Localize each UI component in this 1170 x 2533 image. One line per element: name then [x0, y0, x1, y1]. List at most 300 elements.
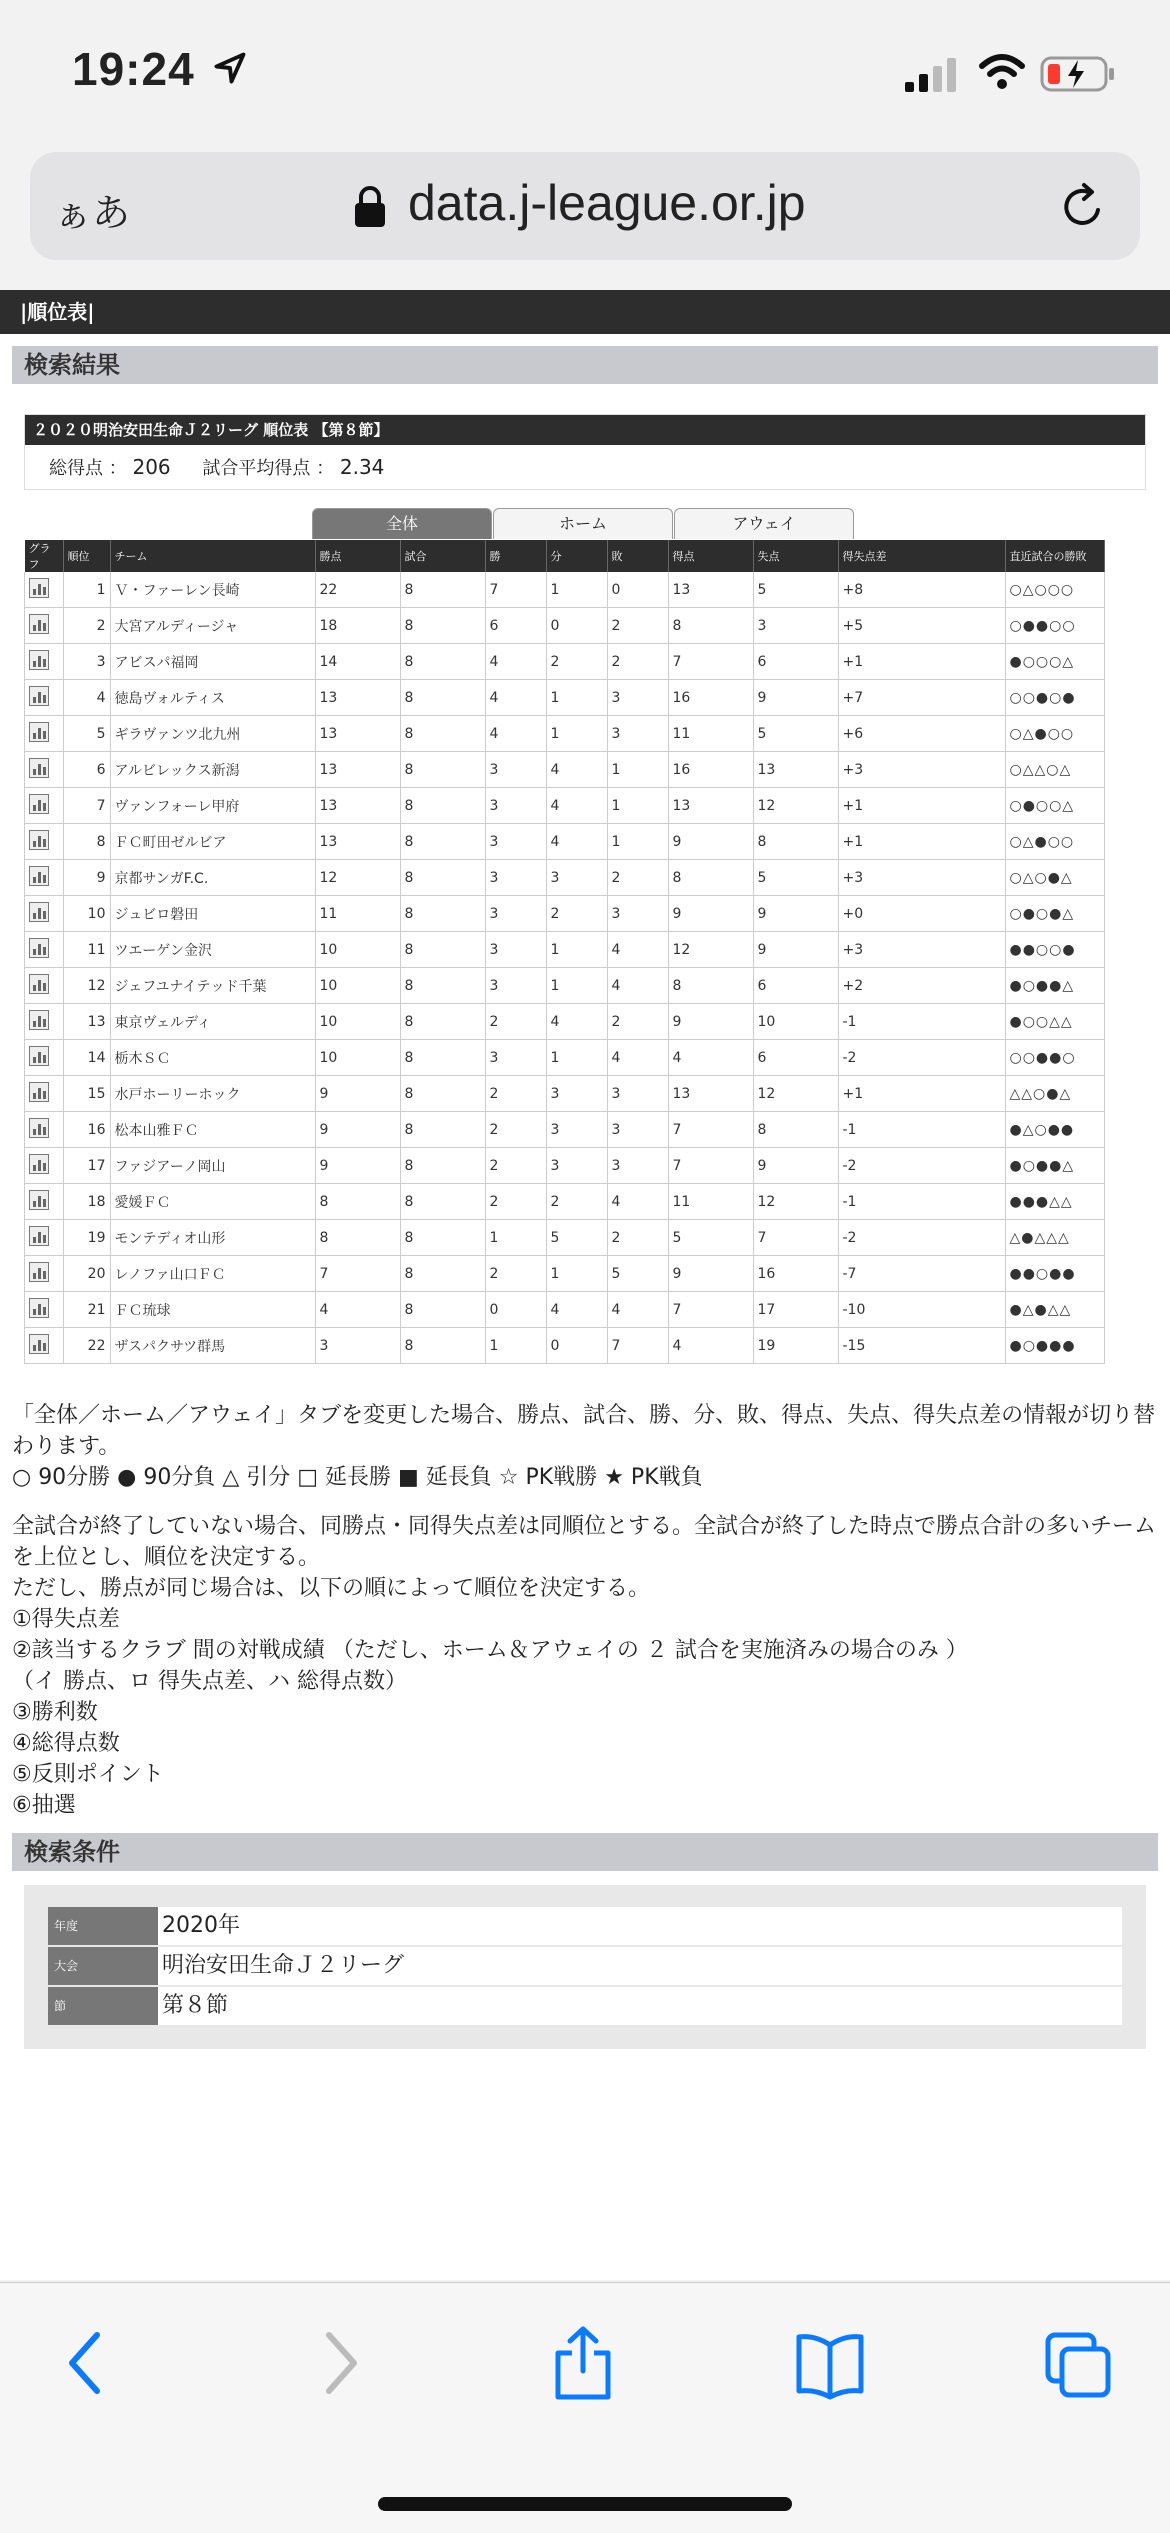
goal-diff-cell: +3: [838, 932, 1005, 968]
played-cell: 8: [400, 752, 485, 788]
wins-cell: 2: [485, 1184, 546, 1220]
graph-cell[interactable]: [25, 1220, 64, 1256]
ranking-rules: [0, 1511, 1170, 1821]
team-name-cell[interactable]: ジェフユナイテッド千葉: [110, 968, 315, 1004]
browser-toolbar: [0, 2282, 1170, 2533]
points-cell: 13: [315, 680, 400, 716]
graph-cell[interactable]: [25, 1112, 64, 1148]
draws-cell: 1: [546, 1256, 607, 1292]
wins-cell: 1: [485, 1328, 546, 1364]
rank-cell: 9: [63, 860, 110, 896]
goals-against-cell: 16: [753, 1256, 838, 1292]
goal-diff-cell: -10: [838, 1292, 1005, 1328]
goal-diff-cell: +1: [838, 644, 1005, 680]
goals-for-cell: 9: [668, 896, 753, 932]
played-cell: 8: [400, 788, 485, 824]
rule-line: ②該当するクラブ 間の対戦成績 （ただし、ホーム＆アウェイの ２ 試合を実施済みの場合のみ ）: [12, 1638, 968, 1663]
played-cell: 8: [400, 1076, 485, 1112]
draws-cell: 2: [546, 896, 607, 932]
draws-cell: 1: [546, 716, 607, 752]
header-cell: 得点: [668, 540, 753, 572]
table-row[interactable]: [25, 896, 1105, 932]
goals-against-cell: 5: [753, 572, 838, 608]
goals-for-cell: 13: [668, 788, 753, 824]
team-name-cell[interactable]: ツエーゲン金沢: [110, 932, 315, 968]
goal-diff-cell: -2: [838, 1220, 1005, 1256]
graph-icon[interactable]: [29, 1154, 49, 1174]
goals-for-cell: 16: [668, 680, 753, 716]
wins-cell: 3: [485, 1040, 546, 1076]
played-cell: 8: [400, 860, 485, 896]
recent-results-cell: ●○●●△: [1005, 968, 1104, 1004]
team-name-cell[interactable]: Ｖ・ファーレン長崎: [110, 572, 315, 608]
goal-diff-cell: -2: [838, 1148, 1005, 1184]
home-indicator: [378, 2497, 792, 2511]
team-name-cell[interactable]: 東京ヴェルディ: [110, 1004, 315, 1040]
header-cell: 分: [546, 540, 607, 572]
header-cell: グラフ: [25, 540, 64, 572]
rank-cell: 20: [63, 1256, 110, 1292]
points-cell: 9: [315, 1112, 400, 1148]
goal-diff-cell: +5: [838, 608, 1005, 644]
goals-for-cell: 8: [668, 860, 753, 896]
graph-cell[interactable]: [25, 1328, 64, 1364]
points-cell: 13: [315, 752, 400, 788]
recent-results-cell: ○●○●△: [1005, 896, 1104, 932]
goals-against-cell: 13: [753, 752, 838, 788]
table-row[interactable]: [25, 1112, 1105, 1148]
graph-cell[interactable]: [25, 608, 64, 644]
points-cell: 9: [315, 1076, 400, 1112]
graph-icon[interactable]: [29, 650, 49, 670]
graph-icon[interactable]: [29, 758, 49, 778]
graph-icon[interactable]: [29, 1190, 49, 1210]
wins-cell: 3: [485, 932, 546, 968]
condition-row: [48, 1947, 1122, 1985]
points-cell: 22: [315, 572, 400, 608]
team-name-cell[interactable]: ファジアーノ岡山: [110, 1148, 315, 1184]
wins-cell: 2: [485, 1148, 546, 1184]
graph-icon[interactable]: [29, 902, 49, 922]
points-cell: 10: [315, 1004, 400, 1040]
points-cell: 3: [315, 1328, 400, 1364]
condition-value: 第８節: [158, 1987, 1122, 2025]
goal-diff-cell: -2: [838, 1040, 1005, 1076]
rule-line: ⑥抽選: [12, 1793, 76, 1818]
wins-cell: 3: [485, 752, 546, 788]
graph-cell[interactable]: [25, 1040, 64, 1076]
graph-icon[interactable]: [29, 1226, 49, 1246]
graph-icon[interactable]: [29, 830, 49, 850]
goals-against-cell: 6: [753, 1040, 838, 1076]
rank-cell: 5: [63, 716, 110, 752]
table-row[interactable]: [25, 572, 1105, 608]
team-name-cell[interactable]: ＦＣ町田ゼルビア: [110, 824, 315, 860]
reload-icon[interactable]: [1058, 182, 1108, 232]
rank-cell: 17: [63, 1148, 110, 1184]
header-cell: 試合: [400, 540, 485, 572]
goals-for-cell: 8: [668, 608, 753, 644]
table-row[interactable]: [25, 1004, 1105, 1040]
rule-line: ①得失点差: [12, 1607, 120, 1632]
goals-against-cell: 6: [753, 644, 838, 680]
forward-icon[interactable]: [304, 2325, 374, 2401]
wins-cell: 2: [485, 1004, 546, 1040]
graph-icon[interactable]: [29, 1262, 49, 1282]
graph-cell[interactable]: [25, 716, 64, 752]
goals-for-cell: 11: [668, 1184, 753, 1220]
avg-goals-value: 2.34: [339, 455, 385, 479]
goals-for-cell: 7: [668, 1292, 753, 1328]
conditions-heading: 検索条件: [12, 1833, 1158, 1871]
recent-results-cell: ●●●△△: [1005, 1184, 1104, 1220]
graph-cell[interactable]: [25, 644, 64, 680]
losses-cell: 5: [607, 1256, 668, 1292]
graph-icon[interactable]: [29, 794, 49, 814]
graph-icon[interactable]: [29, 686, 49, 706]
wins-cell: 3: [485, 824, 546, 860]
recent-results-cell: ●●○○●: [1005, 932, 1104, 968]
goal-diff-cell: +8: [838, 572, 1005, 608]
points-cell: 7: [315, 1256, 400, 1292]
tab-away[interactable]: アウェイ: [674, 508, 854, 539]
graph-icon[interactable]: [29, 578, 49, 598]
played-cell: 8: [400, 1256, 485, 1292]
goals-against-cell: 12: [753, 788, 838, 824]
table-row[interactable]: [25, 1256, 1105, 1292]
header-cell: チーム: [110, 540, 315, 572]
graph-icon[interactable]: [29, 1082, 49, 1102]
goal-diff-cell: +2: [838, 968, 1005, 1004]
rank-cell: 6: [63, 752, 110, 788]
goals-for-cell: 9: [668, 1004, 753, 1040]
table-row[interactable]: [25, 1040, 1105, 1076]
losses-cell: 1: [607, 752, 668, 788]
graph-cell[interactable]: [25, 788, 64, 824]
wins-cell: 7: [485, 572, 546, 608]
tabs-icon[interactable]: [1044, 2325, 1114, 2401]
played-cell: 8: [400, 680, 485, 716]
goals-against-cell: 10: [753, 1004, 838, 1040]
wins-cell: 2: [485, 1256, 546, 1292]
tab-note: 「全体／ホーム／アウェイ」タブを変更した場合、勝点、試合、勝、分、敗、得点、失点、得失点差の情報が切り替わります。: [12, 1403, 1156, 1459]
goals-against-cell: 9: [753, 896, 838, 932]
team-name-cell[interactable]: 水戸ホーリーホック: [110, 1076, 315, 1112]
goals-against-cell: 7: [753, 1220, 838, 1256]
header-cell: 得失点差: [838, 540, 1005, 572]
wins-cell: 6: [485, 608, 546, 644]
graph-cell[interactable]: [25, 932, 64, 968]
table-row[interactable]: [25, 1220, 1105, 1256]
rule-line: 全試合が終了していない場合、同勝点・同得失点差は同順位とする。全試合が終了した時点で勝点合計の多いチームを上位とし、順位を決定する。: [12, 1514, 1157, 1570]
wins-cell: 1: [485, 1220, 546, 1256]
team-name-cell[interactable]: アビスパ福岡: [110, 644, 315, 680]
recent-results-cell: ●○●●●: [1005, 1328, 1104, 1364]
rank-cell: 11: [63, 932, 110, 968]
graph-cell[interactable]: [25, 824, 64, 860]
result-legend: ○ 90分勝 ● 90分負 △ 引分 □ 延長勝 ■ 延長負 ☆ PK戦勝 ★ PK戦負: [12, 1465, 703, 1490]
graph-icon[interactable]: [29, 938, 49, 958]
url-text[interactable]: data.j-league.or.jp: [408, 175, 806, 231]
losses-cell: 2: [607, 1004, 668, 1040]
team-name-cell[interactable]: 大宮アルディージャ: [110, 608, 315, 644]
played-cell: 8: [400, 824, 485, 860]
goal-diff-cell: +7: [838, 680, 1005, 716]
table-row[interactable]: [25, 680, 1105, 716]
goal-diff-cell: +1: [838, 824, 1005, 860]
address-bar[interactable]: [30, 152, 1140, 260]
table-row[interactable]: [25, 968, 1105, 1004]
losses-cell: 1: [607, 788, 668, 824]
header-cell: 敗: [607, 540, 668, 572]
graph-cell[interactable]: [25, 1076, 64, 1112]
played-cell: 8: [400, 1184, 485, 1220]
losses-cell: 2: [607, 644, 668, 680]
team-name-cell[interactable]: 松本山雅ＦＣ: [110, 1112, 315, 1148]
goal-diff-cell: -1: [838, 1184, 1005, 1220]
goals-against-cell: 6: [753, 968, 838, 1004]
rule-line: ⑤反則ポイント: [12, 1762, 164, 1787]
recent-results-cell: △△○●△: [1005, 1076, 1104, 1112]
draws-cell: 3: [546, 860, 607, 896]
graph-icon[interactable]: [29, 1298, 49, 1318]
table-header-row: [25, 540, 1105, 572]
table-row[interactable]: [25, 608, 1105, 644]
table-row[interactable]: [25, 860, 1105, 896]
draws-cell: 3: [546, 1112, 607, 1148]
losses-cell: 4: [607, 1184, 668, 1220]
graph-icon[interactable]: [29, 1046, 49, 1066]
team-name-cell[interactable]: ヴァンフォーレ甲府: [110, 788, 315, 824]
table-row[interactable]: [25, 932, 1105, 968]
recent-results-cell: ○△△○△: [1005, 752, 1104, 788]
battery-icon: [1040, 56, 1116, 92]
team-name-cell[interactable]: ギラヴァンツ北九州: [110, 716, 315, 752]
table-row[interactable]: [25, 1076, 1105, 1112]
recent-results-cell: ●○○○△: [1005, 644, 1104, 680]
played-cell: 8: [400, 1220, 485, 1256]
graph-cell[interactable]: [25, 1004, 64, 1040]
played-cell: 8: [400, 1112, 485, 1148]
rank-cell: 3: [63, 644, 110, 680]
goals-for-cell: 4: [668, 1328, 753, 1364]
goals-for-cell: 16: [668, 752, 753, 788]
points-cell: 12: [315, 860, 400, 896]
goals-against-cell: 9: [753, 932, 838, 968]
goal-diff-cell: +1: [838, 788, 1005, 824]
team-name-cell[interactable]: 徳島ヴォルティス: [110, 680, 315, 716]
graph-icon[interactable]: [29, 1118, 49, 1138]
goal-diff-cell: +6: [838, 716, 1005, 752]
recent-results-cell: ●○●●△: [1005, 1148, 1104, 1184]
table-row[interactable]: [25, 788, 1105, 824]
goals-against-cell: 12: [753, 1184, 838, 1220]
table-row[interactable]: [25, 752, 1105, 788]
recent-results-cell: ○○●●○: [1005, 1040, 1104, 1076]
table-row[interactable]: [25, 644, 1105, 680]
tab-home[interactable]: ホーム: [493, 508, 673, 539]
graph-cell[interactable]: [25, 1148, 64, 1184]
wins-cell: 3: [485, 968, 546, 1004]
share-icon[interactable]: [548, 2325, 618, 2401]
goals-against-cell: 19: [753, 1328, 838, 1364]
graph-icon[interactable]: [29, 866, 49, 886]
tab-overall[interactable]: 全体: [312, 508, 492, 539]
goals-for-cell: 5: [668, 1220, 753, 1256]
graph-cell[interactable]: [25, 572, 64, 608]
goals-for-cell: 7: [668, 1148, 753, 1184]
recent-results-cell: ○●○○△: [1005, 788, 1104, 824]
standings-title: ２０２０明治安田生命Ｊ２リーグ 順位表 【第８節】: [25, 415, 1145, 445]
goal-diff-cell: -7: [838, 1256, 1005, 1292]
summary-panel: [24, 414, 1146, 490]
played-cell: 8: [400, 968, 485, 1004]
standings-table: [24, 540, 1105, 1364]
header-cell: 勝: [485, 540, 546, 572]
rank-cell: 14: [63, 1040, 110, 1076]
draws-cell: 1: [546, 680, 607, 716]
goal-diff-cell: -1: [838, 1004, 1005, 1040]
graph-cell[interactable]: [25, 752, 64, 788]
played-cell: 8: [400, 1004, 485, 1040]
table-row[interactable]: [25, 1184, 1105, 1220]
points-cell: 11: [315, 896, 400, 932]
rank-cell: 18: [63, 1184, 110, 1220]
goals-for-cell: 4: [668, 1040, 753, 1076]
goals-against-cell: 17: [753, 1292, 838, 1328]
table-row[interactable]: [25, 1328, 1105, 1364]
goals-against-cell: 9: [753, 680, 838, 716]
graph-icon[interactable]: [29, 1334, 49, 1354]
table-row[interactable]: [25, 716, 1105, 752]
page-top-label: |順位表|: [0, 290, 1170, 334]
graph-icon[interactable]: [29, 974, 49, 994]
rank-cell: 13: [63, 1004, 110, 1040]
graph-cell[interactable]: [25, 860, 64, 896]
condition-key: 節: [48, 1987, 158, 2025]
wins-cell: 2: [485, 1112, 546, 1148]
rule-line: ただし、勝点が同じ場合は、以下の順によって順位を決定する。: [12, 1576, 651, 1601]
wins-cell: 3: [485, 896, 546, 932]
draws-cell: 0: [546, 1328, 607, 1364]
rank-cell: 1: [63, 572, 110, 608]
points-cell: 13: [315, 788, 400, 824]
points-cell: 18: [315, 608, 400, 644]
points-cell: 10: [315, 1040, 400, 1076]
team-name-cell[interactable]: 京都サンガF.C.: [110, 860, 315, 896]
points-cell: 8: [315, 1220, 400, 1256]
draws-cell: 1: [546, 968, 607, 1004]
graph-icon[interactable]: [29, 614, 49, 634]
points-cell: 10: [315, 968, 400, 1004]
goals-against-cell: 12: [753, 1076, 838, 1112]
team-name-cell[interactable]: ザスパクサツ群馬: [110, 1328, 315, 1364]
rank-cell: 2: [63, 608, 110, 644]
team-name-cell[interactable]: 栃木ＳＣ: [110, 1040, 315, 1076]
graph-cell[interactable]: [25, 680, 64, 716]
played-cell: 8: [400, 896, 485, 932]
team-name-cell[interactable]: 愛媛ＦＣ: [110, 1184, 315, 1220]
header-cell: 順位: [63, 540, 110, 572]
played-cell: 8: [400, 1040, 485, 1076]
goals-for-cell: 7: [668, 644, 753, 680]
graph-cell[interactable]: [25, 1184, 64, 1220]
losses-cell: 1: [607, 824, 668, 860]
back-icon[interactable]: [52, 2325, 122, 2401]
graph-icon[interactable]: [29, 1010, 49, 1030]
team-name-cell[interactable]: ジュビロ磐田: [110, 896, 315, 932]
condition-value: 明治安田生命Ｊ２リーグ: [158, 1947, 1122, 1985]
graph-cell[interactable]: [25, 968, 64, 1004]
draws-cell: 2: [546, 1184, 607, 1220]
losses-cell: 7: [607, 1328, 668, 1364]
condition-key: 年度: [48, 1907, 158, 1945]
draws-cell: 4: [546, 824, 607, 860]
wins-cell: 3: [485, 788, 546, 824]
graph-cell[interactable]: [25, 896, 64, 932]
graph-cell[interactable]: [25, 1292, 64, 1328]
wins-cell: 4: [485, 680, 546, 716]
goals-for-cell: 9: [668, 824, 753, 860]
bookmarks-icon[interactable]: [795, 2325, 865, 2401]
recent-results-cell: ●△○●●: [1005, 1112, 1104, 1148]
goals-against-cell: 8: [753, 824, 838, 860]
draws-cell: 1: [546, 572, 607, 608]
wins-cell: 2: [485, 1076, 546, 1112]
rank-cell: 16: [63, 1112, 110, 1148]
status-time: 19:24: [72, 43, 195, 95]
recent-results-cell: ○●●○○: [1005, 608, 1104, 644]
rank-cell: 10: [63, 896, 110, 932]
goals-for-cell: 13: [668, 572, 753, 608]
goal-diff-cell: -15: [838, 1328, 1005, 1364]
wifi-icon: [978, 52, 1026, 90]
wins-cell: 4: [485, 716, 546, 752]
goals-against-cell: 3: [753, 608, 838, 644]
table-row[interactable]: [25, 824, 1105, 860]
draws-cell: 2: [546, 644, 607, 680]
played-cell: 8: [400, 716, 485, 752]
team-name-cell[interactable]: アルビレックス新潟: [110, 752, 315, 788]
points-cell: 10: [315, 932, 400, 968]
draws-cell: 4: [546, 788, 607, 824]
reader-options-button[interactable]: ぁあ: [54, 191, 131, 235]
losses-cell: 2: [607, 608, 668, 644]
wins-cell: 3: [485, 860, 546, 896]
graph-icon[interactable]: [29, 722, 49, 742]
losses-cell: 3: [607, 896, 668, 932]
table-row[interactable]: [25, 1292, 1105, 1328]
table-row[interactable]: [25, 1148, 1105, 1184]
team-name-cell[interactable]: モンテディオ山形: [110, 1220, 315, 1256]
played-cell: 8: [400, 608, 485, 644]
goal-diff-cell: +3: [838, 860, 1005, 896]
goals-for-cell: 11: [668, 716, 753, 752]
recent-results-cell: ○△●○○: [1005, 716, 1104, 752]
losses-cell: 3: [607, 716, 668, 752]
recent-results-cell: ●○○△△: [1005, 1004, 1104, 1040]
graph-cell[interactable]: [25, 1256, 64, 1292]
team-name-cell[interactable]: レノファ山口ＦＣ: [110, 1256, 315, 1292]
rank-cell: 19: [63, 1220, 110, 1256]
goal-diff-cell: +3: [838, 752, 1005, 788]
team-name-cell[interactable]: ＦＣ琉球: [110, 1292, 315, 1328]
goals-against-cell: 5: [753, 860, 838, 896]
losses-cell: 3: [607, 1076, 668, 1112]
points-cell: 14: [315, 644, 400, 680]
recent-results-cell: ○△○●△: [1005, 860, 1104, 896]
draws-cell: 3: [546, 1148, 607, 1184]
